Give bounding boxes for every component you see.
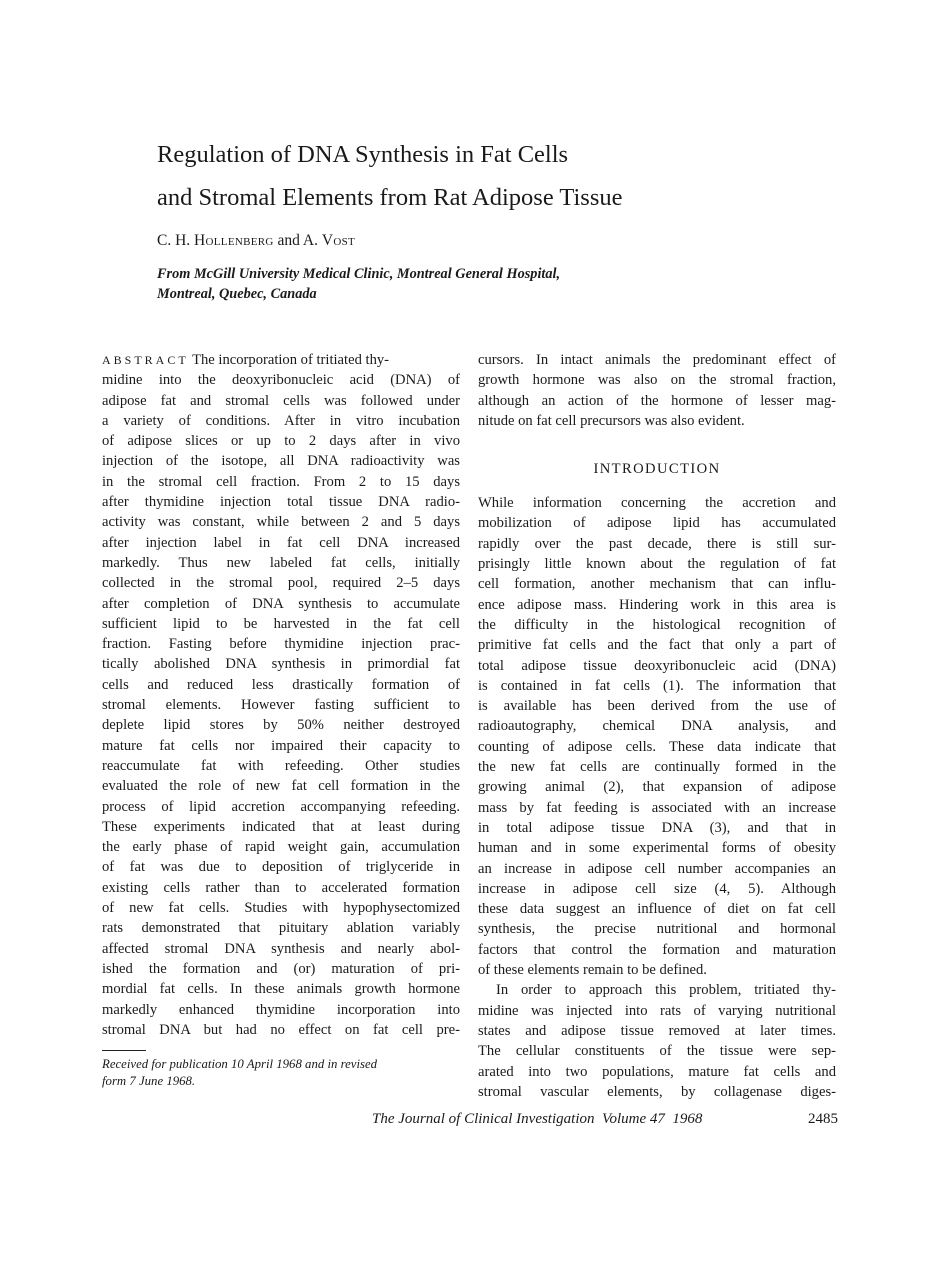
abstract-line: rats demonstrated that pituitary ablation variably: [102, 920, 460, 937]
abstract-line: evaluated the role of new fat cell formation in the: [102, 778, 460, 795]
abstract-line: midine into the deoxyribonucleic acid (DNA) of: [102, 372, 460, 389]
journal-footer: [372, 1111, 838, 1128]
abstract-line: stromal elements. However fasting sufficient to: [102, 697, 460, 714]
footnote-rule: [102, 1050, 146, 1051]
introduction-line: states and adipose tissue removed at later times.: [478, 1022, 836, 1039]
abstract-line: reaccumulate fat with refeeding. Other studies: [102, 757, 460, 774]
introduction-line: mobilization of adipose lipid has accumulated: [478, 515, 836, 532]
journal-year: 1968: [672, 1111, 703, 1127]
abstract-line: fraction. Fasting before thymidine injection prac-: [102, 636, 460, 653]
abstract-line: of adipose slices or up to 2 days after in vivo: [102, 433, 460, 450]
introduction-line: While information concerning the accretion and: [478, 495, 836, 512]
abstract-line: deplete lipid stores by 50% neither destroyed: [102, 717, 460, 734]
left-column: [102, 350, 460, 1040]
introduction-paragraph-2: [478, 980, 836, 1102]
author-1-initials: C. H.: [157, 232, 191, 249]
title-line-1: Regulation of DNA Synthesis in Fat Cells: [157, 141, 569, 168]
abstract-line: sufficient lipid to be harvested in the fat cell: [102, 615, 460, 632]
introduction-line: primitive fat cells and the fact that only a part of: [478, 637, 836, 654]
introduction-line: is available has been derived from the use of: [478, 698, 836, 715]
footnote-line-1: Received for publication 10 April 1968 and in revised: [102, 1057, 378, 1071]
received-footnote: [102, 1056, 460, 1090]
introduction-heading: INTRODUCTION: [593, 461, 721, 478]
abstract-line: markedly. Thus new labeled fat cells, initially: [102, 554, 460, 571]
introduction-line: human and in some experimental forms of obesity: [478, 840, 836, 857]
introduction-line: The cellular constituents of the tissue were sep-: [478, 1043, 836, 1060]
introduction-line: radioautography, chemical DNA analysis, and: [478, 718, 836, 735]
abstract-line: a variety of conditions. After in vitro incubation: [102, 412, 460, 429]
introduction-line: total adipose tissue deoxyribonucleic acid (DNA): [478, 657, 836, 674]
abstract-line: mature fat cells nor impaired their capacity to: [102, 737, 460, 754]
introduction-line: stromal vascular elements, by collagenase diges-: [478, 1083, 836, 1100]
abstract-body: [102, 350, 460, 1040]
introduction-line: prisingly little known about the regulation of fat: [478, 556, 836, 573]
introduction-line: is contained in fat cells (1). The information that: [478, 677, 836, 694]
title-line-2: and Stromal Elements from Rat Adipose Tissue: [157, 184, 623, 211]
abstract-line: nitude on fat cell precursors was also evident.: [478, 412, 745, 429]
abstract-line: ished the formation and (or) maturation of pri-: [102, 960, 460, 977]
abstract-line: adipose fat and stromal cells was followed under: [102, 392, 460, 409]
footnote-line-2: form 7 June 1968.: [102, 1074, 196, 1088]
abstract-line: affected stromal DNA synthesis and nearly abol-: [102, 940, 460, 957]
abstract-line: after completion of DNA synthesis to accumulate: [102, 595, 460, 612]
introduction-line: the difficulty in the histological recognition of: [478, 616, 836, 633]
abstract-line: after thymidine injection total tissue DNA radio-: [102, 494, 460, 511]
introduction-line: counting of adipose cells. These data indicate that: [478, 738, 836, 755]
abstract-continuation: [478, 350, 836, 431]
introduction-line: growing animal (2), that expansion of adipose: [478, 779, 836, 796]
abstract-line: in the stromal cell fraction. From 2 to 15 days: [102, 473, 460, 490]
abstract-line: existing cells rather than to accelerated formation: [102, 879, 460, 896]
abstract-line: cursors. In intact animals the predominant effect of: [478, 352, 836, 368]
abstract-line: injection of the isotope, all DNA radioactivity was: [102, 453, 460, 470]
introduction-line: of these elements remain to be defined.: [478, 962, 707, 979]
abstract-line: tically abolished DNA synthesis in primordial fat: [102, 656, 460, 673]
introduction-paragraph-1: [478, 493, 836, 980]
article-title: [157, 133, 857, 219]
introduction-line: midine was injected into rats of varying nutritional: [478, 1002, 836, 1019]
introduction-line: the new fat cells are continually formed in the: [478, 759, 836, 776]
author-2-initials: A.: [302, 232, 318, 249]
author-connector: and: [277, 232, 300, 249]
abstract-line: activity was constant, while between 2 and 5 days: [102, 514, 460, 531]
introduction-line: increase in adipose cell size (4, 5). Although: [478, 880, 836, 897]
journal-volume: Volume 47: [601, 1111, 665, 1127]
affiliation-line-2: Montreal, Quebec, Canada: [157, 286, 317, 302]
author-1-surname: Hollenberg: [194, 232, 274, 249]
introduction-line: an increase in adipose cell number accompanies an: [478, 860, 836, 877]
introduction-line: rapidly over the past decade, there is still sur-: [478, 535, 836, 552]
abstract-line: collected in the stromal pool, required 2–5 days: [102, 575, 460, 592]
abstract-line: mordial fat cells. In these animals growth hormone: [102, 981, 460, 998]
journal-name: The Journal of Clinical Investigation: [372, 1111, 595, 1127]
author-line: [157, 232, 355, 250]
introduction-line: arated into two populations, mature fat cells and: [478, 1063, 836, 1080]
introduction-line: cell formation, another mechanism that can influ-: [478, 576, 836, 593]
abstract-line: of new fat cells. Studies with hypophysectomized: [102, 900, 460, 917]
introduction-line: synthesis, the precise nutritional and hormonal: [478, 921, 836, 938]
introduction-line: in total adipose tissue DNA (3), and that in: [478, 819, 836, 836]
introduction-line: In order to approach this problem, tritiated thy-: [496, 982, 836, 999]
introduction-line: factors that control the formation and maturation: [478, 941, 836, 958]
page-number: 2485: [808, 1111, 838, 1127]
abstract-line: cells and reduced less drastically formation of: [102, 676, 460, 693]
right-column: [478, 350, 836, 1102]
abstract-line: stromal DNA but had no effect on fat cell pre-: [102, 1021, 460, 1038]
abstract-line: after injection label in fat cell DNA increased: [102, 534, 460, 551]
abstract-line: [102, 350, 460, 370]
abstract-line: process of lipid accretion accompanying refeeding.: [102, 798, 460, 815]
abstract-line: the early phase of rapid weight gain, accumulation: [102, 839, 460, 856]
introduction-line: these data suggest an influence of diet on fat cell: [478, 901, 836, 918]
abstract-line: growth hormone was also on the stromal fraction,: [478, 372, 836, 389]
abstract-line: although an action of the hormone of lesser mag-: [478, 392, 836, 409]
introduction-line: ence adipose mass. Hindering work in this area is: [478, 596, 836, 613]
abstract-first-line: The incorporation of tritiated thy-: [188, 352, 390, 368]
affiliation: [157, 264, 677, 304]
abstract-line: of fat was due to deposition of triglyceride in: [102, 859, 460, 876]
author-2-surname: Vost: [321, 232, 356, 249]
abstract-line: These experiments indicated that at least during: [102, 818, 460, 835]
affiliation-line-1: From McGill University Medical Clinic, Montreal General Hospital,: [157, 266, 561, 282]
abstract-line: markedly enhanced thymidine incorporation into: [102, 1001, 460, 1018]
introduction-line: mass by fat feeding is associated with an increase: [478, 799, 836, 816]
abstract-label: ABSTRACT: [102, 353, 189, 367]
